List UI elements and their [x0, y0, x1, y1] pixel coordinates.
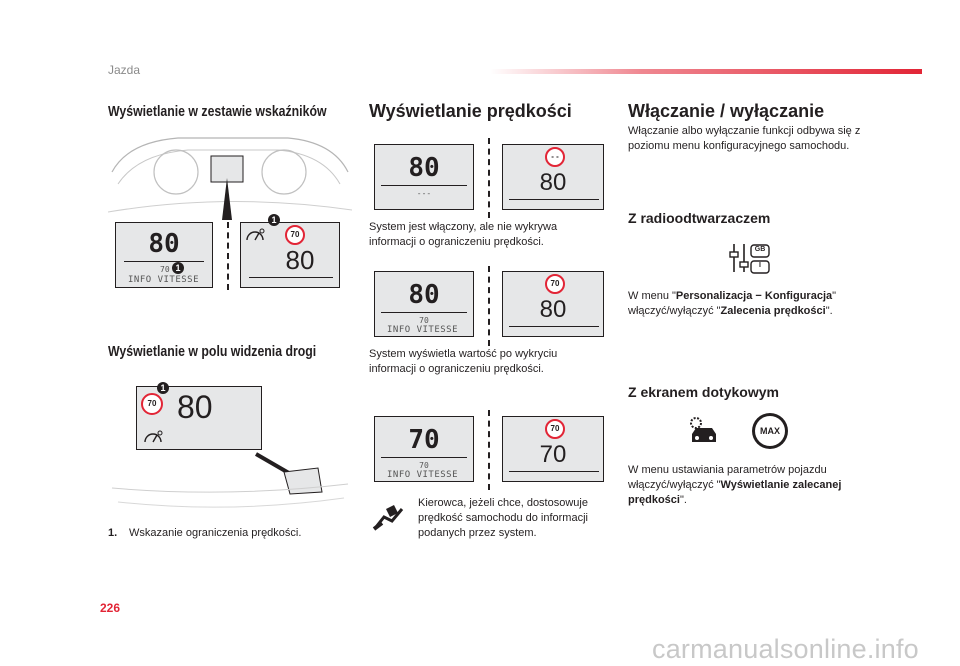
hud-display-title: Wyświetlanie w polu widzenia drogi — [108, 343, 317, 360]
menu-path-label: Personalizacja − Konfiguracja — [675, 290, 833, 302]
max-speed-icon — [752, 413, 788, 449]
row3-right-speed: 70 — [539, 441, 567, 468]
watermark: carmanualsonline.info — [652, 634, 919, 664]
cluster-display-title: Wyświetlanie w zestawie wskaźników — [108, 103, 327, 120]
row3-left-screen — [374, 416, 474, 482]
row2-right-speed: 80 — [539, 296, 567, 323]
row3-right-screen — [502, 416, 604, 482]
text-fragment: ". — [679, 494, 687, 506]
hud-projector-illustration — [108, 448, 352, 518]
lcd-divider — [381, 312, 467, 313]
row3-left-speed: 70 — [408, 425, 440, 455]
lcd-divider — [509, 471, 599, 472]
row1-left-speed: 80 — [408, 153, 440, 183]
section-label: Jazda — [108, 63, 141, 77]
cluster-right-screen — [240, 222, 340, 288]
cluster-sub-value: 70 — [160, 265, 170, 274]
row1-left-screen — [374, 144, 474, 210]
separator-dashed — [227, 222, 229, 290]
max-speed-label: MAX — [755, 416, 785, 446]
speedometer-icon — [143, 429, 163, 450]
callout-1: 1 — [157, 382, 169, 394]
touch-instructions — [628, 463, 868, 508]
speed-display-title: Wyświetlanie prędkości — [369, 101, 572, 121]
cluster-lcd-screen — [115, 222, 213, 288]
lcd-divider — [249, 277, 333, 278]
speedometer-icon — [245, 227, 265, 246]
separator-dashed — [488, 266, 490, 346]
row1-left-sub: --- — [416, 189, 432, 198]
driver-hand-icon — [372, 503, 406, 536]
lcd-divider — [124, 261, 204, 262]
dashboard-illustration — [108, 132, 352, 224]
text-fragment: " włączyć/wyłączyć " — [628, 290, 837, 317]
radio-instructions — [628, 289, 868, 319]
lcd-divider — [509, 199, 599, 200]
footnote-number: 1. — [108, 527, 118, 539]
row2-right-screen — [502, 271, 604, 337]
row2-left-speed: 80 — [408, 280, 440, 310]
header-rule — [490, 69, 922, 74]
cluster-right-speed: 80 — [285, 245, 315, 275]
callout-1: 1 — [172, 262, 184, 274]
callout-1: 1 — [268, 214, 280, 226]
radio-title: Z radioodtwarzaczem — [628, 210, 771, 226]
radio-icon-top-label: GB — [754, 246, 766, 253]
row2-left-screen — [374, 271, 474, 337]
tip-text: Kierowca, jeżeli chce, dostosowuje prędkość samochodu do informacji podanych przez system. — [418, 497, 588, 539]
text-fragment: ". — [825, 305, 833, 317]
radio-icon-bottom-label: I — [759, 262, 761, 269]
row2-description: System wyświetla wartość po wykryciu informacji o ograniczeniu prędkości. — [369, 348, 558, 375]
lcd-divider — [381, 185, 467, 186]
footnote-text: Wskazanie ograniczenia prędkości. — [129, 527, 302, 539]
lcd-divider — [381, 457, 467, 458]
hud-speed: 80 — [177, 389, 213, 425]
speed-limit-sign: 70 — [285, 225, 305, 245]
row2-info-label: INFO VITESSE — [387, 325, 459, 335]
cluster-speed: 80 — [148, 229, 180, 259]
separator-dashed — [488, 410, 490, 490]
text-fragment: W menu ustawiania parametrów pojazdu włączyć/wyłączyć " — [628, 464, 827, 491]
car-settings-icon — [686, 416, 720, 451]
row1-right-screen — [502, 144, 604, 210]
row3-left-sub: 70 — [419, 461, 429, 470]
row1-description: System jest włączony, ale nie wykrywa informacji o ograniczeniu prędkości. — [369, 221, 558, 248]
separator-dashed — [488, 138, 490, 218]
hud-screen — [136, 386, 262, 450]
speed-limit-sign: 70 — [545, 419, 565, 439]
row2-left-sub: 70 — [419, 316, 429, 325]
menu-option-label: Wyświetlanie zalecanej prędkości — [628, 479, 842, 506]
cluster-info-label: INFO VITESSE — [128, 275, 200, 285]
hud-speed-limit-sign: 70 — [141, 393, 163, 415]
lcd-divider — [509, 326, 599, 327]
row1-right-speed: 80 — [539, 169, 567, 196]
row3-info-label: INFO VITESSE — [387, 470, 459, 480]
toggle-title: Włączanie / wyłączanie — [628, 101, 825, 121]
menu-option-label: Zalecenia prędkości — [720, 305, 826, 317]
speed-limit-sign-empty: - - — [545, 147, 565, 167]
text-fragment: W menu " — [628, 290, 676, 302]
speed-limit-sign: 70 — [545, 274, 565, 294]
touch-title: Z ekranem dotykowym — [628, 384, 779, 400]
toggle-intro: Włączanie albo wyłączanie funkcji odbywa się z poziomu menu konfiguracyjnego samochodu. — [628, 125, 861, 152]
page-number: 226 — [100, 601, 121, 615]
